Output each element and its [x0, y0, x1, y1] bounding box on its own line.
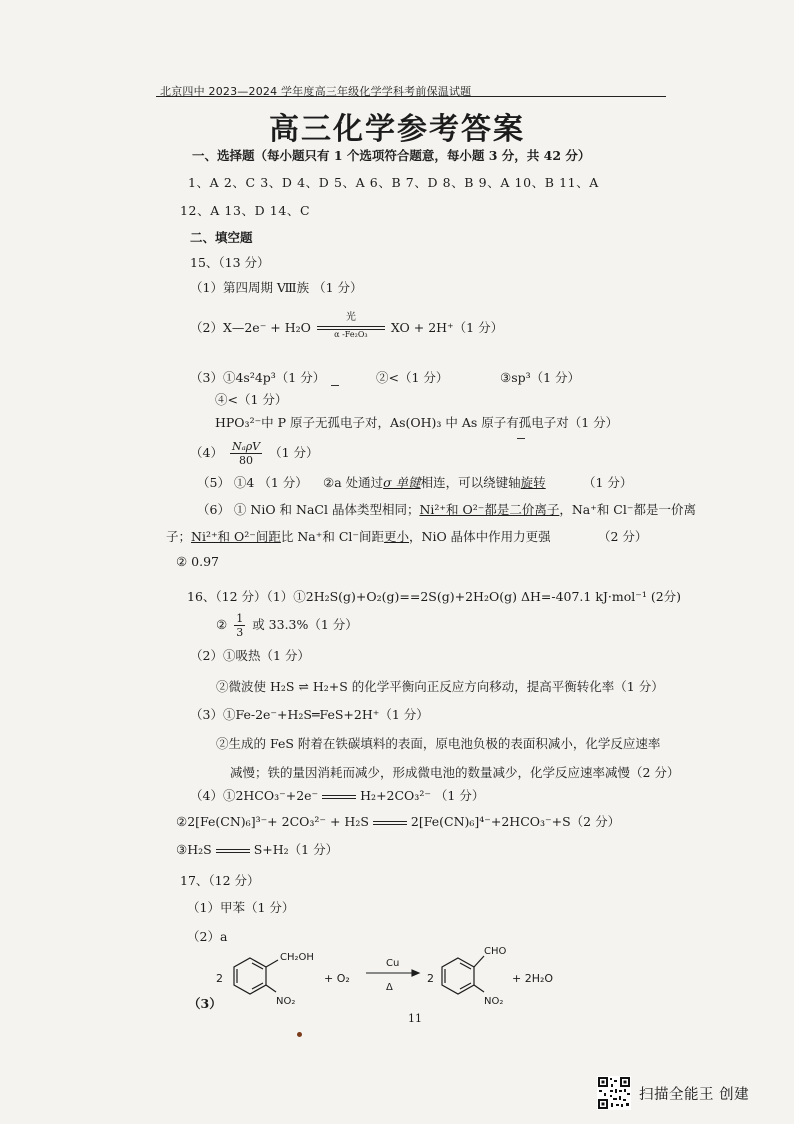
condition-light: 光: [345, 311, 356, 323]
q16-part4c: [176, 840, 338, 858]
fraction-numerator: NₐρV: [231, 440, 261, 453]
oxidation-reaction-scheme: [200, 944, 620, 1008]
q15-part2: [190, 311, 504, 339]
q16-part3c: 减慢；铁的量因消耗而减少，形成微电池的数量减少，化学反应速率减慢（2 分）: [230, 765, 680, 780]
q15-part6-c: ② 0.97: [176, 554, 220, 569]
condition-catalyst: α -Fe₂O₃: [334, 329, 368, 339]
exam-header: 北京四中 2023—2024 学年度高三年级化学学科考前保温试题: [160, 85, 472, 98]
page-title: 高三化学参考答案: [269, 112, 525, 147]
q15-part6-a: [197, 500, 696, 518]
product-water: + 2H₂O: [512, 972, 554, 985]
substituent-ch2oh: CH₂OH: [280, 952, 314, 963]
reaction-condition-arrow: [315, 311, 387, 339]
q16-part2a: （2）①吸热（1 分）: [190, 648, 310, 663]
q15-part4-fraction: [230, 440, 262, 467]
q15-part6-b-head: 子；: [166, 529, 192, 544]
q15-part2-reactants: （2）X—2e⁻ + H₂O: [190, 320, 311, 335]
equals-bar-icon: [216, 849, 250, 853]
q15-part6-a-underline: Ni²⁺和 O²⁻都是二价离子: [419, 502, 560, 517]
fraction-denominator: 3: [236, 626, 244, 639]
qr-code-icon: [597, 1076, 631, 1110]
ink-dot: [297, 1032, 302, 1037]
q16-part1b: [216, 612, 358, 639]
q15-part5-a: （5） ①4 （1 分）: [197, 475, 308, 490]
q15-part5-score: （1 分）: [583, 475, 633, 490]
q15-part3-d: ④<（1 分）: [215, 392, 288, 407]
section2-heading: 二、填空题: [190, 230, 253, 245]
watermark-text: 扫描全能王 创建: [639, 1086, 750, 1103]
q16-part2b: ②微波使 H₂S ⇌ H₂+S 的化学平衡向正反应方向移动，提高平衡转化率（1 分）: [216, 679, 664, 694]
q15-part6-b-underline1: Ni²⁺和 O²⁻间距: [191, 529, 281, 544]
q15-part6-b-score: （2 分）: [598, 529, 648, 544]
q15-part3-c: ③sp³（1 分）: [500, 370, 581, 385]
catalyst-cu: Cu: [386, 958, 400, 969]
stray-mark: [331, 385, 339, 386]
q16-part1b-fraction: [234, 612, 245, 639]
q15-part3-a: （3）①4s²4p³（1 分）: [190, 370, 326, 385]
q16-part4c-right: S+H₂（1 分）: [253, 842, 339, 857]
substituent-no2b: NO₂: [484, 996, 504, 1007]
q15-part4: [190, 440, 319, 467]
equals-bar-icon: [373, 821, 407, 825]
q17-part1: （1）甲苯（1 分）: [187, 900, 295, 915]
q16-part4a: [190, 786, 484, 804]
q15-part4-score: （1 分）: [269, 445, 319, 460]
q16-part1: 16、（12 分）（1）①2H₂S(g)+O₂(g)==2S(g)+2H₂O(g) ΔH=-407.1 kJ·mol⁻¹ (2分): [187, 589, 682, 604]
q15-part5-b-underline2: 旋转: [520, 475, 546, 490]
q15-part5-b: [323, 473, 546, 491]
equals-bar-icon: [322, 795, 356, 799]
condition-heat: Δ: [386, 982, 393, 993]
substituent-cho: CHO: [484, 946, 507, 957]
q15-part6-b-mid: 比 Na⁺和 Cl⁻间距: [280, 529, 384, 544]
benzene-ring-icon: [234, 958, 278, 994]
mc-answers-row2: 12、A 13、D 14、C: [180, 203, 311, 218]
q16-part4b: [176, 812, 620, 830]
section1-heading: 一、选择题（每小题只有 1 个选项符合题意，每小题 3 分，共 42 分）: [192, 148, 591, 163]
substituent-no2: NO₂: [276, 996, 296, 1007]
q15-part5-b-mid: 相连，可以绕键轴: [420, 475, 521, 490]
q17-heading: 17、（12 分）: [180, 873, 260, 888]
page-number: 11: [408, 1012, 422, 1025]
q16-part4a-right: H₂+2CO₃²⁻ （1 分）: [360, 788, 485, 803]
q15-part6-b: [166, 527, 551, 545]
q17-part2: （2）a: [187, 929, 228, 944]
q15-part6-a-tail: ，Na⁺和 Cl⁻都是一价离: [559, 502, 696, 517]
q15-part2-products: XO + 2H⁺（1 分）: [390, 320, 504, 335]
coefficient-2b: 2: [427, 972, 434, 985]
q16-part4b-right: 2[Fe(CN)₆]⁴⁻+2HCO₃⁻+S（2 分）: [410, 814, 621, 829]
fraction-numerator: 1: [236, 612, 244, 625]
q16-part4b-left: ②2[Fe(CN)₆]³⁻+ 2CO₃²⁻ + H₂S: [176, 814, 369, 829]
q15-part6-a-text: （6） ① NiO 和 NaCl 晶体类型相同；: [197, 502, 420, 517]
q15-part6-b-tail: ，NiO 晶体中作用力更强: [409, 529, 551, 544]
q15-part3-e: HPO₃²⁻中 P 原子无孤电子对，As(OH)₃ 中 As 原子有孤电子对（1 分）: [215, 415, 619, 430]
fraction-denominator: 80: [239, 454, 254, 467]
q15-part6-b-underline2: 更小: [384, 529, 410, 544]
reagent-o2: + O₂: [324, 972, 350, 985]
header-divider: [156, 96, 666, 97]
stray-mark: [517, 438, 525, 439]
q16-part1b-prefix: ②: [216, 617, 228, 632]
q16-part4c-left: ③H₂S: [176, 842, 212, 857]
benzene-ring-icon: [442, 956, 484, 994]
q16-part3a: （3）①Fe-2e⁻+H₂S═FeS+2H⁺（1 分）: [190, 707, 429, 722]
q15-part3-b: ②<（1 分）: [376, 370, 449, 385]
q15-heading: 15、（13 分）: [190, 255, 270, 270]
mc-answers-row1: 1、A 2、C 3、D 4、D 5、A 6、B 7、D 8、B 9、A 10、B 11、A: [188, 175, 599, 190]
q15-part5-b-text: ②a 处通过: [323, 475, 384, 490]
reaction-arrow-icon: [366, 970, 419, 976]
q16-part4a-left: （4）①2HCO₃⁻+2e⁻: [190, 788, 319, 803]
scanner-watermark: [597, 1075, 749, 1111]
q15-part1: （1）第四周期 Ⅷ族 （1 分）: [190, 280, 363, 295]
q15-part4-label: （4）: [190, 445, 223, 460]
q17-part3: （3）: [188, 996, 222, 1011]
coefficient-2: 2: [216, 972, 223, 985]
q16-part1b-tail: 或 33.3%（1 分）: [252, 617, 358, 632]
q15-part5-b-underline1: σ 单键: [383, 475, 421, 490]
q16-part3b: ②生成的 FeS 附着在铁碳填料的表面，原电池负极的表面积减小，化学反应速率: [216, 736, 661, 751]
